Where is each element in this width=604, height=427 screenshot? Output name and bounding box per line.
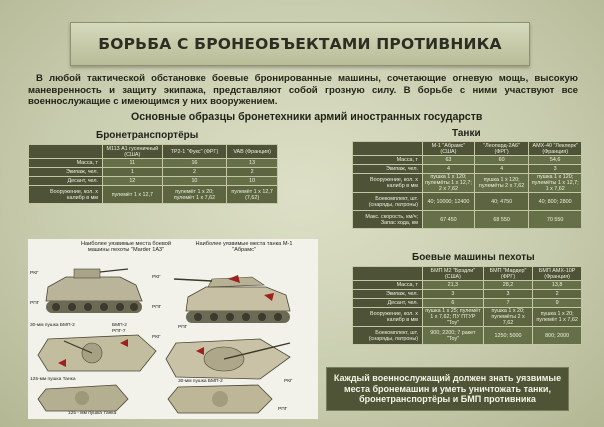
table-cell: 21,3	[423, 281, 484, 290]
table-cell: 40; 10000; 12400	[423, 193, 475, 211]
apc-heading: Бронетранспортёры	[96, 130, 199, 141]
table-cell: 28,2	[483, 281, 532, 290]
table-cell: 900; 2200; 7 ракет "Тоу"	[423, 327, 484, 345]
table-row	[353, 165, 582, 174]
table-row	[353, 327, 582, 345]
row-label: Масса, т	[29, 159, 103, 168]
row-label: Масса, т	[353, 156, 423, 165]
table-cell: 3	[529, 165, 582, 174]
table-cell: 11	[103, 159, 163, 168]
table-cell: пулемёт 1 х 20; пулемёт 1 х 7,62	[162, 186, 227, 204]
table-row	[353, 281, 582, 290]
tag-30mm-gun: 30-мм пушка БМП-2	[178, 379, 223, 384]
table-row	[353, 299, 582, 308]
column-header: "Леопард-2А6" (ФРГ)	[474, 142, 528, 156]
tag-125mm-gun: 125-мм пушка Танка	[30, 377, 76, 382]
table-cell: 12	[103, 177, 163, 186]
table-cell: 40; 800; 2800	[529, 193, 582, 211]
table-cell: 13,8	[533, 281, 582, 290]
table-cell: 1	[103, 168, 163, 177]
row-label: Вооружение, кол. х калибр в мм	[353, 174, 423, 193]
row-label: Десант, чел.	[353, 299, 423, 308]
table-cell: 63	[423, 156, 475, 165]
column-header: БМП М2 "Брэдли" (США)	[423, 267, 484, 281]
table-cell: 3	[423, 290, 484, 299]
row-label: Боекомплект, шт. (снаряды, патроны)	[353, 327, 423, 345]
table-cell: пушка 1 х 120; пулемёты 1 х 12,7; 2 х 7,62	[423, 174, 475, 193]
table-cell: пулемёт 1 х 12,7 (7,62)	[227, 186, 278, 204]
table-cell: 2	[533, 290, 582, 299]
abrams-tank-side	[174, 275, 290, 323]
table-cell: 2	[227, 168, 278, 177]
row-label: Десант, чел.	[29, 177, 103, 186]
column-header: ТР2-1 "Фукс" (ФРГ)	[162, 145, 227, 159]
table-cell: 60	[474, 156, 528, 165]
row-label: Экипаж, чел.	[29, 168, 103, 177]
row-label: Вооружение, кол. х калибр в мм	[29, 186, 103, 204]
table-cell: 1250; 5000	[483, 327, 532, 345]
table-row	[353, 156, 582, 165]
main-heading: Основные образцы бронетехники армий иностранных государств	[131, 111, 483, 123]
column-header: М113 А1 гусеничный (США)	[103, 145, 163, 159]
caption-marder: Наиболее уязвимые места боевой машины пехоты "Marder 1А3"	[81, 241, 171, 254]
tanks-heading: Танки	[452, 128, 481, 139]
row-label: Вооружение, кол. х калибр в мм	[353, 308, 423, 327]
table-cell: 6	[423, 299, 484, 308]
tanks-table	[352, 141, 582, 229]
intro-paragraph: В любой тактической обстановке боевые бронированные машины, сочетающие огневую мощь, высокую маневренность и защиту экипажа, представляют собой грозную силу. В борьбе с ними участвуют все военнослужащие с имеющимся у них вооружением.	[28, 73, 578, 107]
marder-ifv-top	[38, 335, 156, 371]
table-cell: 70 550	[529, 211, 582, 229]
table-cell: 54,6	[529, 156, 582, 165]
title-band	[70, 22, 530, 66]
table-row	[353, 290, 582, 299]
header-corner	[29, 145, 103, 159]
ifv-table	[352, 266, 582, 345]
column-header: VAB (Франция)	[227, 145, 278, 159]
table-cell: пушка 1 х 20; пулемёты 2 х 7,62	[483, 308, 532, 327]
column-header: БМП "Мардер" (ФРГ)	[483, 267, 532, 281]
vulnerability-illustration	[28, 239, 318, 419]
tag-30mm-gun: 30-мм пушка БМП-2	[30, 323, 75, 328]
table-cell: пушка 1 х 120; пулемёты 2 х 7,62	[474, 174, 528, 193]
column-header: М-1 "Абрамс" (США)	[423, 142, 475, 156]
tag-rpg7: РПГ-7	[112, 329, 126, 334]
footer-note-box	[326, 367, 569, 411]
row-label: Экипаж, чел.	[353, 290, 423, 299]
tag-rpg: РПГ	[178, 325, 188, 330]
table-cell: пушка 1 х 20; пулемёт 1 х 7,62	[533, 308, 582, 327]
tag-rkg: РКГ	[152, 335, 161, 340]
row-label: Экипаж, чел.	[353, 165, 423, 174]
marder-ifv-side	[46, 269, 142, 313]
tag-rkg: РКГ	[152, 275, 161, 280]
caption-abrams: Наиболее уязвимые места танка М-1 "Абрамс"	[195, 241, 293, 254]
tag-rpg: РПГ	[278, 407, 288, 412]
table-cell: пушка 1 х 120; пулемёты 1 х 12,7; 1 х 7,62	[529, 174, 582, 193]
table-cell: 10	[227, 177, 278, 186]
vehicles-lower	[38, 385, 272, 413]
table-cell: пушка 1 х 25; пулемёт 1 х 7,62; ПУ ПТУР "Тоу"	[423, 308, 484, 327]
tag-rpg: РПГ	[152, 305, 162, 310]
tag-rkg: РКГ	[284, 379, 293, 384]
footer-note: Каждый военнослужащий должен знать уязвимые места бронемашин и уметь уничтожать танки, бронетранспортёры и БМП противника	[333, 373, 562, 405]
table-cell: 800; 2000	[533, 327, 582, 345]
row-label: Макс. скорость, км/ч; Запас хода, км	[353, 211, 423, 229]
table-row	[29, 177, 278, 186]
row-label: Боекомплект, шт. (снаряды, патроны)	[353, 193, 423, 211]
table-cell: 2	[162, 168, 227, 177]
table-cell: 4	[474, 165, 528, 174]
table-row	[353, 211, 582, 229]
table-cell: 68 550	[474, 211, 528, 229]
table-cell: 67 450	[423, 211, 475, 229]
table-cell: 16	[162, 159, 227, 168]
ifv-heading: Боевые машины пехоты	[412, 252, 535, 263]
table-row	[29, 159, 278, 168]
tank-top-view	[166, 339, 290, 379]
table-cell: 7	[483, 299, 532, 308]
page-title: БОРЬБА С БРОНЕОБЪЕКТАМИ ПРОТИВНИКА	[98, 35, 502, 53]
apc-table	[28, 144, 278, 204]
table-cell: 3	[483, 290, 532, 299]
tag-125mm-gun: 125 - мм пушка Танка	[68, 411, 117, 416]
column-header: БМП АМХ-10Р (Франция)	[533, 267, 582, 281]
table-cell: 4	[423, 165, 475, 174]
table-row	[353, 193, 582, 211]
table-cell: 13	[227, 159, 278, 168]
vehicles-drawing	[28, 239, 318, 419]
table-cell: 10	[162, 177, 227, 186]
table-row	[353, 308, 582, 327]
table-row	[29, 186, 278, 204]
column-header: АМХ-40 "Леклерк" (Франция)	[529, 142, 582, 156]
header-corner	[353, 142, 423, 156]
tag-bmp2: БМП-2	[112, 323, 127, 328]
tag-rkg: РКГ	[30, 271, 39, 276]
header-corner	[353, 267, 423, 281]
tag-rpg: РПГ	[30, 301, 40, 306]
table-cell: пулемёт 1 х 12,7	[103, 186, 163, 204]
table-row	[29, 168, 278, 177]
table-row	[353, 174, 582, 193]
table-cell: 9	[533, 299, 582, 308]
table-cell: 40; 4750	[474, 193, 528, 211]
row-label: Масса, т	[353, 281, 423, 290]
